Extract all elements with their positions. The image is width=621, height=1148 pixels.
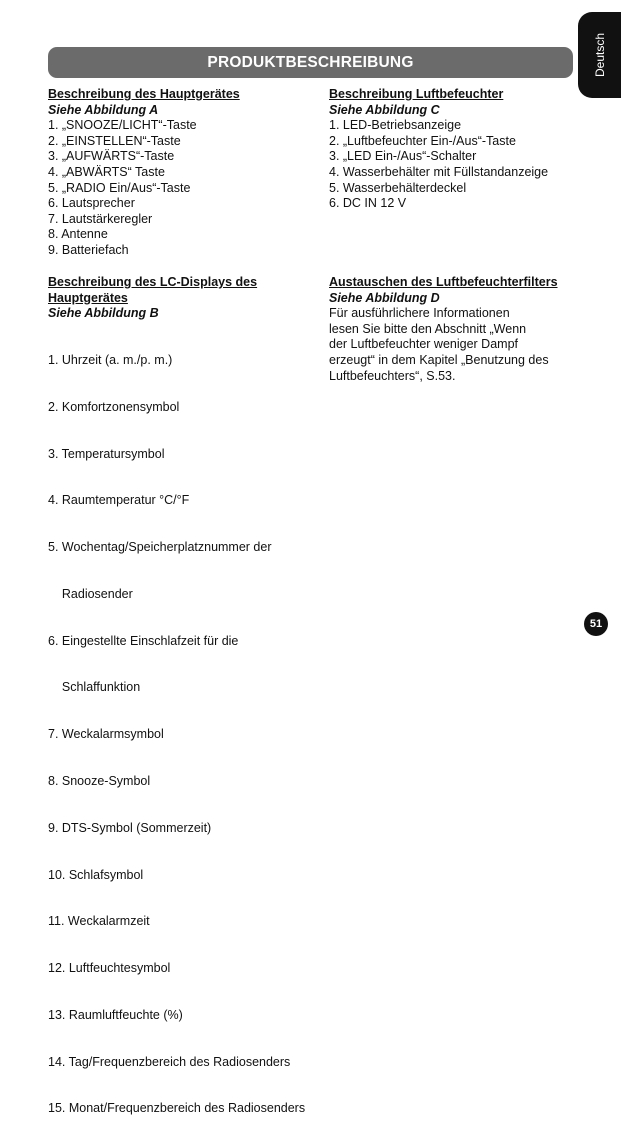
list-item: 8. Antenne [48,227,108,242]
list-item: 3. Temperatursymbol [48,446,165,461]
list-item: 9. Batteriefach [48,242,129,257]
list-item: 4. „ABWÄRTS“ Taste [48,164,165,179]
list-item: 12. Luftfeuchtesymbol [48,961,171,976]
list-item: 2. Komfortzonensymbol [48,399,180,414]
list-item: 7. Lautstärkeregler [48,211,153,226]
filter-subheading: Siehe Abbildung D [329,290,440,305]
humidifier-subheading: Siehe Abbildung C [329,102,440,117]
list-item: 9. DTS-Symbol (Sommerzeit) [48,820,212,835]
humidifier-section [329,87,589,212]
list-item: 15. Monat/Frequenzbereich des Radiosenders [48,1101,306,1116]
list-item: 7. Weckalarmsymbol [48,727,164,742]
filter-line: der Luftbefeuchter weniger Dampf [329,337,518,352]
list-item: 6. Lautsprecher [48,196,135,211]
list-item: 1. LED-Betriebsanzeige [329,118,462,133]
list-item: 8. Snooze-Symbol [48,774,151,788]
list-item: 6. DC IN 12 V [329,196,407,211]
list-item: 1. Uhrzeit (a. m./p. m.) [48,352,173,367]
humidifier-list [329,118,589,212]
list-item: 11. Weckalarmzeit [48,914,150,929]
language-label: Deutsch [592,32,607,78]
main-unit-subheading: Siehe Abbildung A [48,102,159,117]
filter-line: Luftbefeuchters“, S.53. [329,368,456,383]
filter-heading: Austauschen des Luftbefeuchterfilters [329,275,558,289]
language-tab [578,12,621,98]
list-item: 2. „EINSTELLEN“-Taste [48,133,181,148]
filter-line: erzeugt“ in dem Kapitel „Benutzung des [329,352,549,367]
lcd-list [48,322,333,1148]
main-unit-section [48,87,318,259]
lcd-section [48,275,333,1148]
lcd-heading-line2: Hauptgerätes [48,290,128,305]
main-unit-heading: Beschreibung des Hauptgerätes [48,87,240,101]
list-item: 10. Schlafsymbol [48,867,144,882]
list-item: 6. Eingestellte Einschlafzeit für die [48,633,239,648]
filter-line: Für ausführlichere Informationen [329,306,510,321]
banner-title: PRODUKTBESCHREIBUNG [207,53,414,71]
humidifier-heading: Beschreibung Luftbefeuchter [329,87,504,101]
filter-line: lesen Sie bitte den Abschnitt „Wenn [329,321,527,336]
lcd-subheading: Siehe Abbildung B [48,306,159,321]
list-item: 3. „AUFWÄRTS“-Taste [48,149,175,164]
list-item: 14. Tag/Frequenzbereich des Radiosenders [48,1054,291,1069]
list-item: Schlaffunktion [48,680,141,695]
list-item: 3. „LED Ein-/Aus“-Schalter [329,149,477,164]
list-item: 2. „Luftbefeuchter Ein-/Aus“-Taste [329,133,516,148]
section-banner [48,47,573,78]
list-item: Radiosender [48,586,133,601]
page-number-badge [584,612,608,636]
list-item: 4. Wasserbehälter mit Füllstandanzeige [329,164,549,179]
main-unit-list [48,118,318,258]
list-item: 5. Wasserbehälterdeckel [329,180,467,195]
list-item: 5. Wochentag/Speicherplatznummer der [48,540,272,555]
lcd-heading-line1: Beschreibung des LC-Displays des [48,275,258,289]
list-item: 4. Raumtemperatur °C/°F [48,493,190,508]
list-item: 1. „SNOOZE/LICHT“-Taste [48,118,197,133]
filter-section [329,275,584,384]
page-number: 51 [589,618,603,630]
list-item: 5. „RADIO Ein/Aus“-Taste [48,180,191,195]
list-item: 13. Raumluftfeuchte (%) [48,1007,183,1022]
